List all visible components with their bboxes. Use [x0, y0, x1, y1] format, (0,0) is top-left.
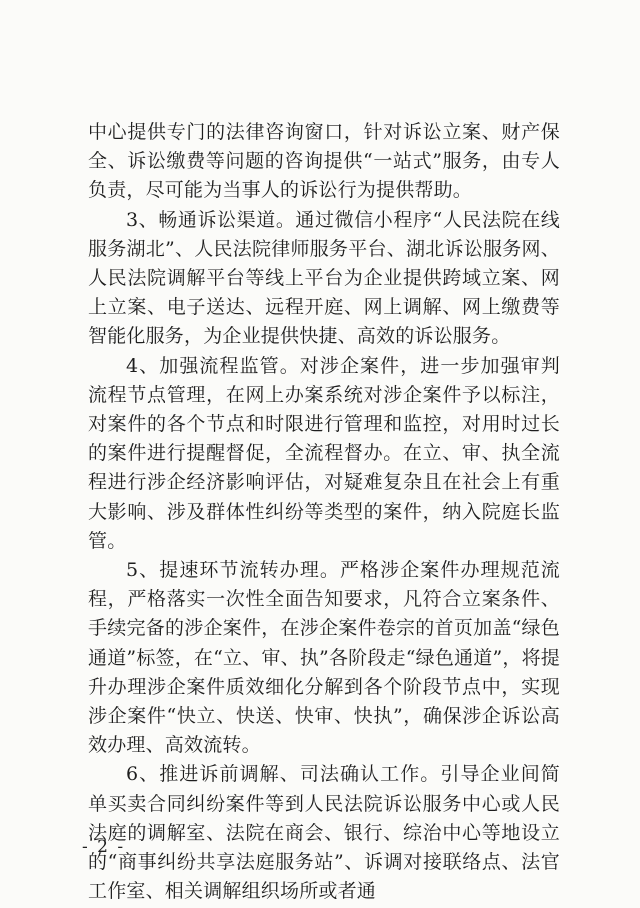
paragraph-item-4: 4、加强流程监管。对涉企案件，进一步加强审判流程节点管理，在网上办案系统对涉企案件予以标注，对案件的各个节点和时限进行管理和监控，对用时过长的案件进行提醒督促，全流程督办。在立、审、执全流程进行涉企经济影响评估，对疑难复杂且在社会上有重大影响、涉及群体性纠纷等类型的案件，纳入院庭长监管。 [88, 354, 560, 552]
paragraph-item-5: 5、提速环节流转办理。严格涉企案件办理规范流程，严格落实一次性全面告知要求，凡符合立案条件、手续完备的涉企案件，在涉企案件卷宗的首页加盖“绿色通道”标签，在“立、审、执”各阶段走“绿色通道”，将提升办理涉企案件质效细化分解到各个阶段节点中，实现涉企案件“快立、快送、快审、快执”，确保涉企诉讼高效办理、高效流转。 [88, 559, 560, 757]
page-number: - 2 - [82, 837, 126, 857]
paragraph-continuation: 中心提供专门的法律咨询窗口，针对诉讼立案、财产保全、诉讼缴费等问题的咨询提供“一站式”服务，由专人负责，尽可能为当事人的诉讼行为提供帮助。 [88, 121, 560, 202]
paragraph-item-6: 6、推进诉前调解、司法确认工作。引导企业间简单买卖合同纠纷案件等到人民法院诉讼服务中心或人民法庭的调解室、法院在商会、银行、综治中心等地设立的“商事纠纷共享法庭服务站”、诉调对接联络点、法官工作室、相关调解组织场所或者通 [88, 763, 560, 903]
paragraph-item-3: 3、畅通诉讼渠道。通过微信小程序“人民法院在线服务湖北”、人民法院律师服务平台、湖北诉讼服务网、人民法院调解平台等线上平台为企业提供跨域立案、网上立案、电子送达、远程开庭、网上调解、网上缴费等智能化服务，为企业提供快捷、高效的诉讼服务。 [88, 208, 560, 348]
document-body [88, 118, 560, 906]
